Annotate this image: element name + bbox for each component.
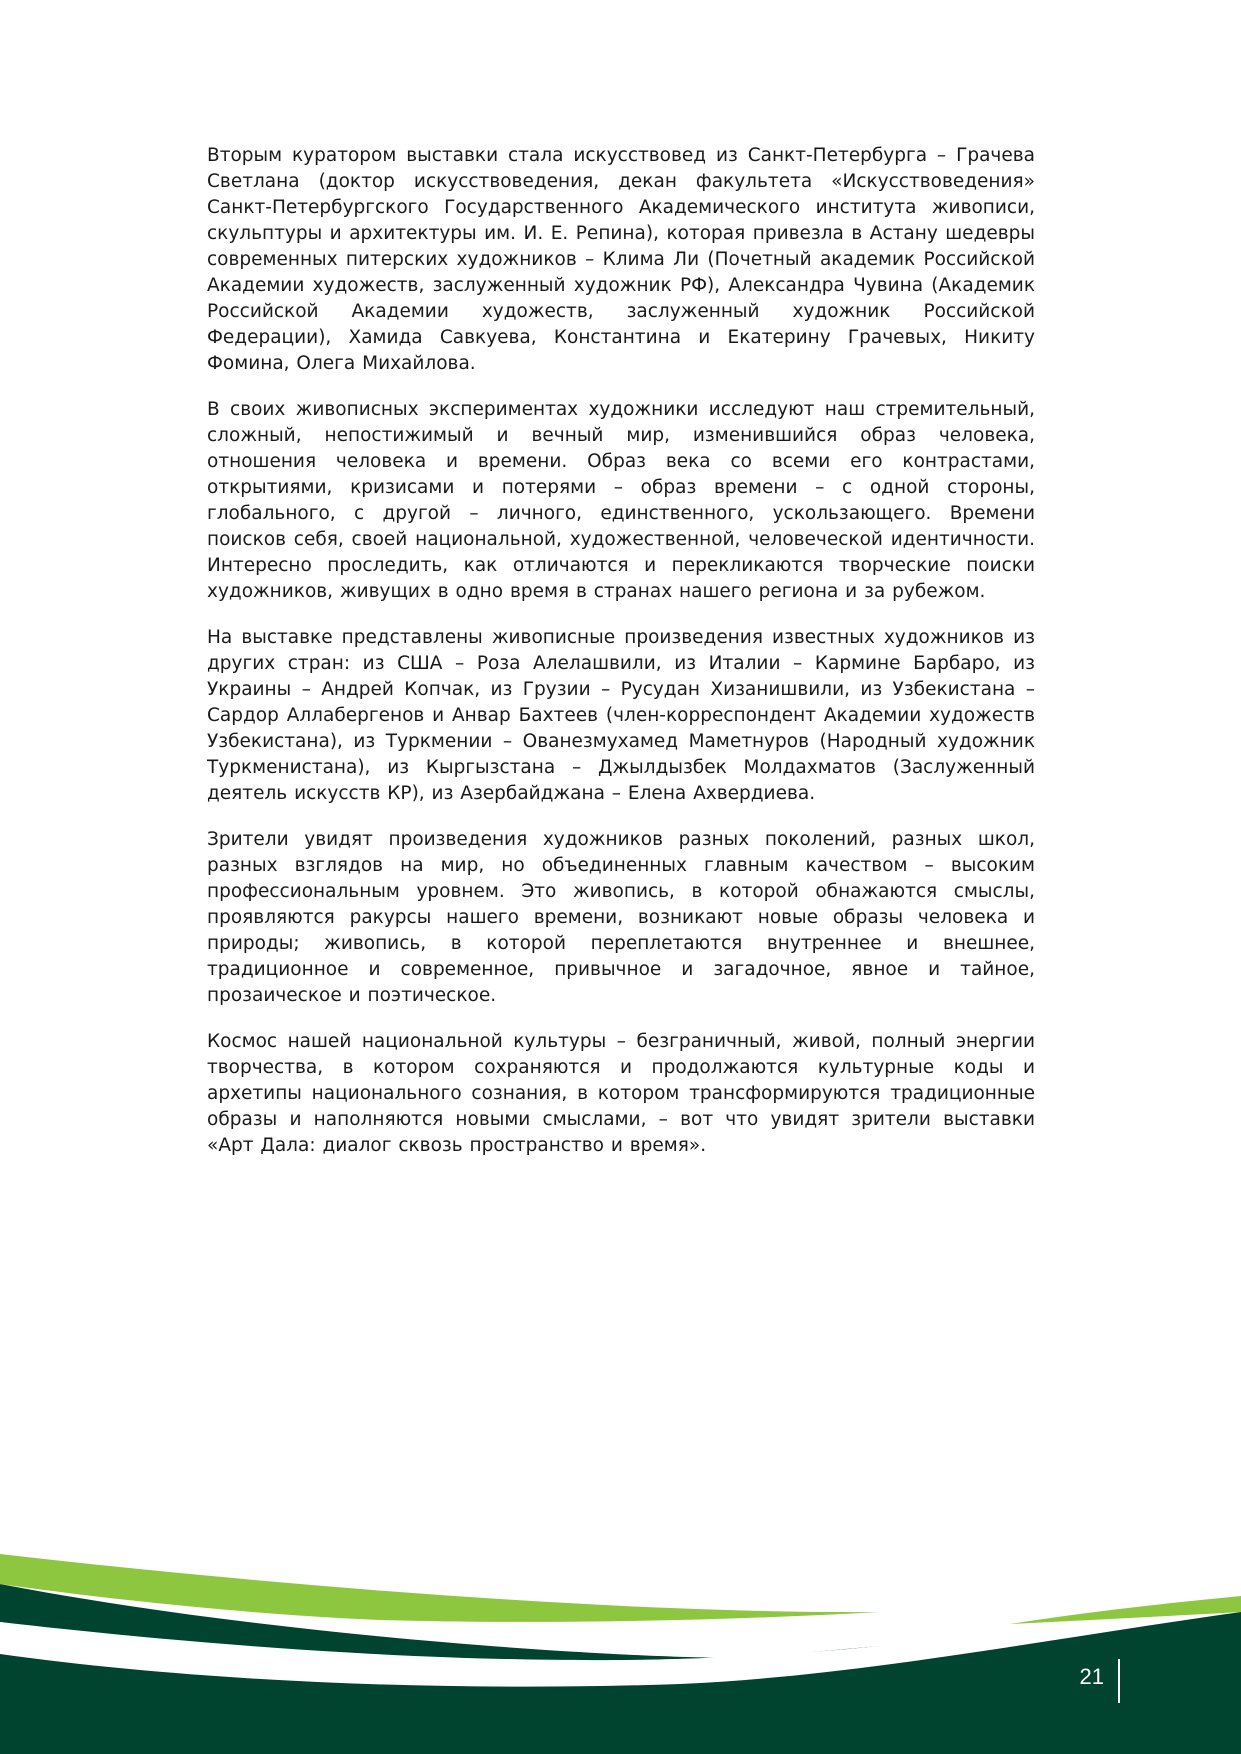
paragraph-viewers: Зрители увидят произведения художников разных поколений, разных школ, разных взглядов на мир, но объединенных главным качеством – высоким профессиональным уровнем. Это живопись, в которой обнажаются смыслы, проявляются ракурсы нашего времени, возникают новые образы человека и природы; живопись, в которой переплетаются внутреннее и внешнее, традиционное и современное, привычное и загадочное, явное и тайное, прозаическое и поэтическое.	[207, 829, 1035, 1006]
page-number-divider	[1118, 1659, 1120, 1703]
page-number: 21	[1079, 1664, 1104, 1689]
footer-wave-decoration	[0, 1554, 1241, 1754]
paragraph-experiments: В своих живописных экспериментах художники исследуют наш стремительный, сложный, непостижимый и вечный мир, изменившийся образ человека, отношения человека и времени. Образ века со всеми его контрастами, открытиями, кризисами и потерями – образ времени – с одной стороны, глобального, с другой – личного, единственного, ускользающего. Времени поисков себя, своей национальной, художественной, человеческой идентичности. Интересно проследить, как отличаются и перекликаются творческие поиски художников, живущих в одно время в странах нашего региона и за рубежом.	[207, 399, 1035, 602]
paragraph-national-culture: Космос нашей национальной культуры – безграничный, живой, полный энергии творчества, в котором сохраняются и продолжаются культурные коды и архетипы национального сознания, в котором трансформируются традиционные образы и наполняются новыми смыслами, – вот что увидят зрители выставки «Арт Дала: диалог сквозь пространство и время».	[207, 1031, 1035, 1156]
paragraph-foreign-artists: На выставке представлены живописные произведения известных художников из других стран: из США – Роза Алелашвили, из Италии – Кармине Барбаро, из Украины – Андрей Копчак, из Грузии – Русудан Хизанишвили, из Узбекистана – Сардор Аллабергенов и Анвар Бахтеев (член-корреспондент Академии художеств Узбекистана), из Туркмении – Ованезмухамед Маметнуров (Народный художник Туркменистана), из Кыргызстана – Джылдызбек Молдахматов (Заслуженный деятель искусств КР), из Азербайджана – Елена Ахвердиева.	[207, 627, 1035, 804]
article-body	[207, 143, 1035, 1179]
paragraph-curator: Вторым куратором выставки стала искусствовед из Санкт-Петербурга – Грачева Светлана (доктор искусствоведения, декан факультета «Искусствоведения» Санкт-Петербургского Государственного Академического института живописи, скульптуры и архитектуры им. И. Е. Репина), которая привезла в Астану шедевры современных питерских художников – Клима Ли (Почетный академик Российской Академии художеств, заслуженный художник РФ), Александра Чувина (Академик Российской Академии художеств, заслуженный художник Российской Федерации), Хамида Савкуева, Константина и Екатерину Грачевых, Никиту Фомина, Олега Михайлова.	[207, 145, 1035, 374]
